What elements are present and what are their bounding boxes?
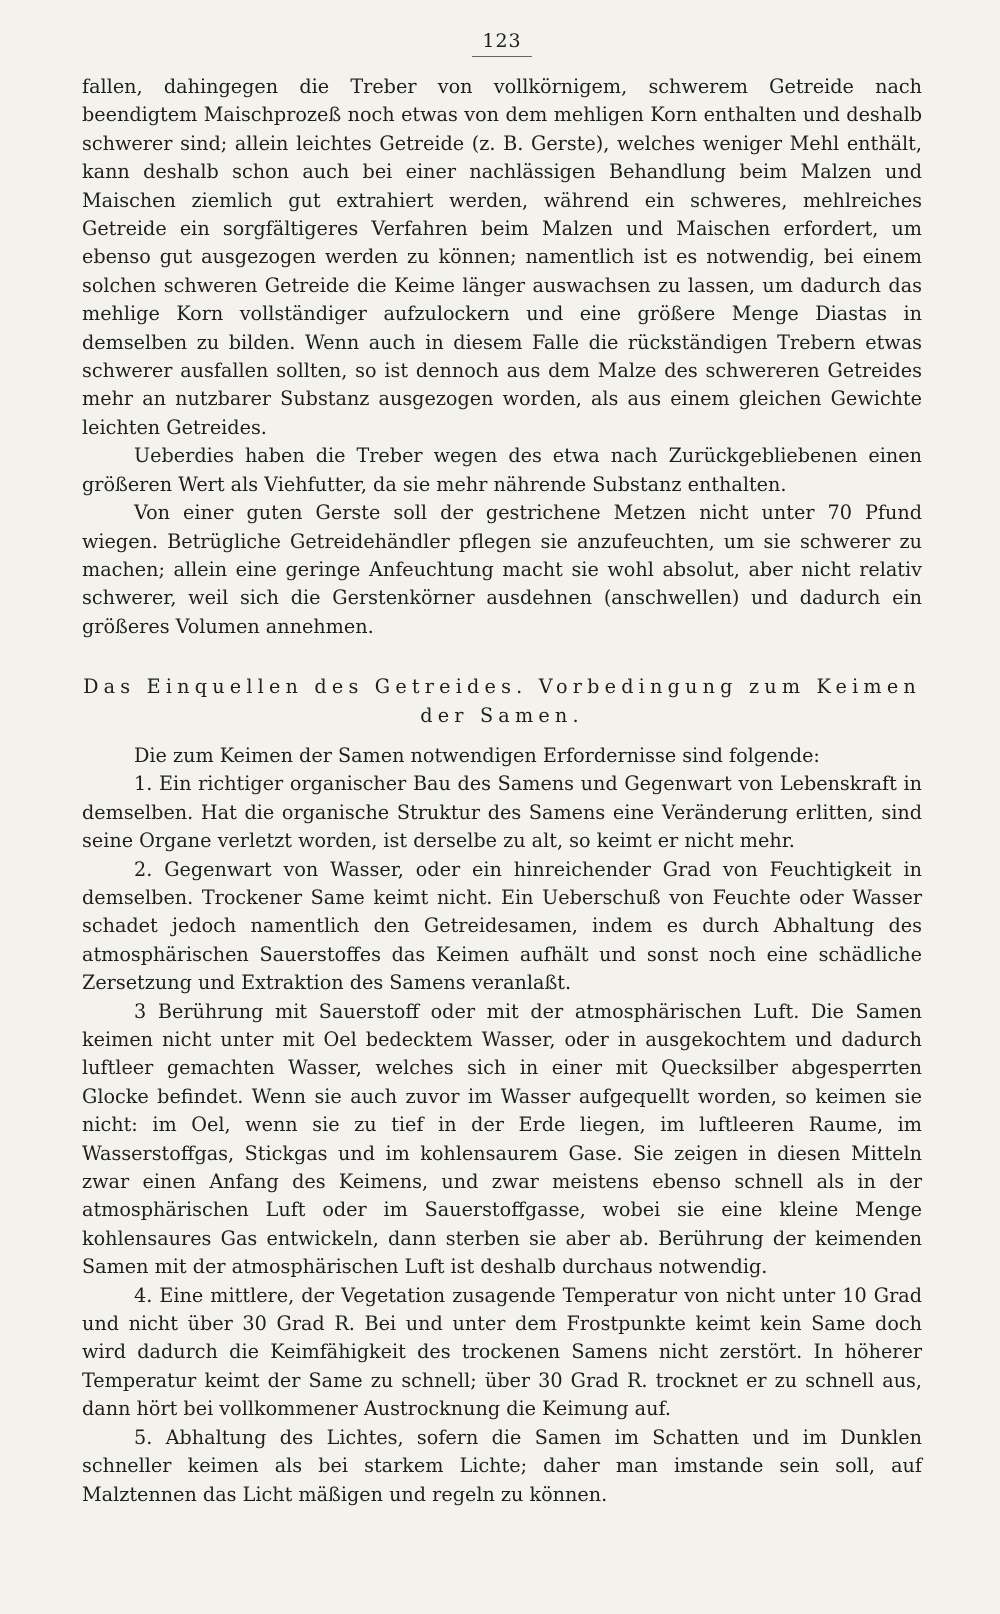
paragraph-gerste-gewicht: Von einer guten Gerste soll der gestrichene Metzen nicht unter 70 Pfund wiegen. Betrügliche Getreidehändler pflegen sie anzufeuchten, um sie schwerer zu machen; allein eine geringe Anfeuchtung macht sie wohl absolut, aber nicht relativ schwerer, weil sich die Gerstenkörner ausdehnen (anschwellen) und dadurch ein größeres Volumen annehmen. <box>82 501 922 638</box>
paragraph-treber-wert: Ueberdies haben die Treber wegen des etwa nach Zurückgebliebenen einen größeren Wert als Viehfutter, da sie mehr nährende Substanz enthalten. <box>82 444 922 496</box>
list-item-4: 4. Eine mittlere, der Vegetation zusagende Temperatur von nicht unter 10 Grad und nicht über 30 Grad R. Bei und unter dem Frostpunkte keimt kein Same doch wird dadurch die Keimfähigkeit des trockenen Samens nicht zerstört. In höherer Temperatur keimt der Same zu schnell; über 30 Grad R. trocknet er zu schnell aus, dann hört bei vollkommener Austrocknung die Keimung auf. <box>82 1283 922 1421</box>
list-item-5: 5. Abhaltung des Lichtes, sofern die Samen im Schatten und im Dunklen schneller keimen als bei starkem Lichte; daher man imstande sein soll, auf Malztennen das Licht mäßigen und regeln zu können. <box>82 1425 922 1506</box>
list-item-3: 3 Berührung mit Sauerstoff oder mit der atmosphärischen Luft. Die Samen keimen nicht unter mit Oel bedecktem Wasser, oder in ausgekochtem und dadurch luftleer gemachten Wasser, welches sich in einer mit Quecksilber abgesperrten Glocke befindet. Wenn sie auch zuvor im Wasser aufgequellt worden, so keimen sie nicht: im Oel, wenn sie zu tief in der Erde liegen, im luftleeren Raume, im Wasserstoffgas, Stickgas und im kohlensaurem Gase. Sie zeigen in diesen Mitteln zwar einen Anfang des Keimens, und zwar meistens ebenso schnell als in der atmosphärischen Luft oder im Sauerstoffgasse, wobei sie eine kleine Menge kohlensaures Gas entwickeln, dann sterben sie aber ab. Berührung der keimenden Samen mit der atmosphärischen Luft ist deshalb durchaus notwendig. <box>82 999 922 1279</box>
paragraph-continuation: fallen, dahingegen die Treber von vollkörnigem, schwerem Getreide nach beendigtem Maischprozeß noch etwas von dem mehligen Korn enthalten und deshalb schwerer sind; allein leichtes Getreide (z. B. Gerste), welches weniger Mehl enthält, kann deshalb schon auch bei einer nachlässigen Behandlung beim Malzen und Maischen ziemlich gut extrahiert werden, während ein schweres, mehlreiches Getreide ein sorgfältigeres Verfahren beim Malzen und Maischen erfordert, um ebenso gut ausgezogen werden zu können; namentlich ist es notwendig, bei einem solchen schweren Getreide die Keime länger auswachsen zu lassen, um dadurch das mehlige Korn vollständiger aufzulockern und eine größere Menge Diastas in demselben zu bilden. Wenn auch in diesem Falle die rückständigen Trebern etwas schwerer ausfallen sollten, so ist dennoch aus dem Malze des schwereren Getreides mehr an nutzbarer Substanz ausgezogen worden, als aus einem gleichen Gewichte leichten Getreides. <box>82 75 922 439</box>
page-number: 123 <box>472 30 532 57</box>
paragraph-intro-erfordernisse: Die zum Keimen der Samen notwendigen Erfordernisse sind folgende: <box>134 743 820 767</box>
section-heading: Das Einquellen des Getreides. Vorbedingung zum Keimen der Samen. <box>83 675 921 727</box>
list-item-1: 1. Ein richtiger organischer Bau des Samens und Gegenwart von Lebenskraft in demselben. Hat die organische Struktur des Samens eine Veränderung erlitten, sind seine Organe verletzt worden, ist derselbe zu alt, so keimt er nicht mehr. <box>82 772 922 853</box>
book-page <box>82 30 922 1509</box>
list-item-2: 2. Gegenwart von Wasser, oder ein hinreichender Grad von Feuchtigkeit in demselben. Trockener Same keimt nicht. Ein Ueberschuß von Feuchte oder Wasser schadet jedoch namentlich den Getreidesamen, indem es durch Abhaltung des atmosphärischen Sauerstoffes das Keimen aufhält und sonst noch eine schädliche Zersetzung und Extraktion des Samens veranlaßt. <box>82 857 922 995</box>
